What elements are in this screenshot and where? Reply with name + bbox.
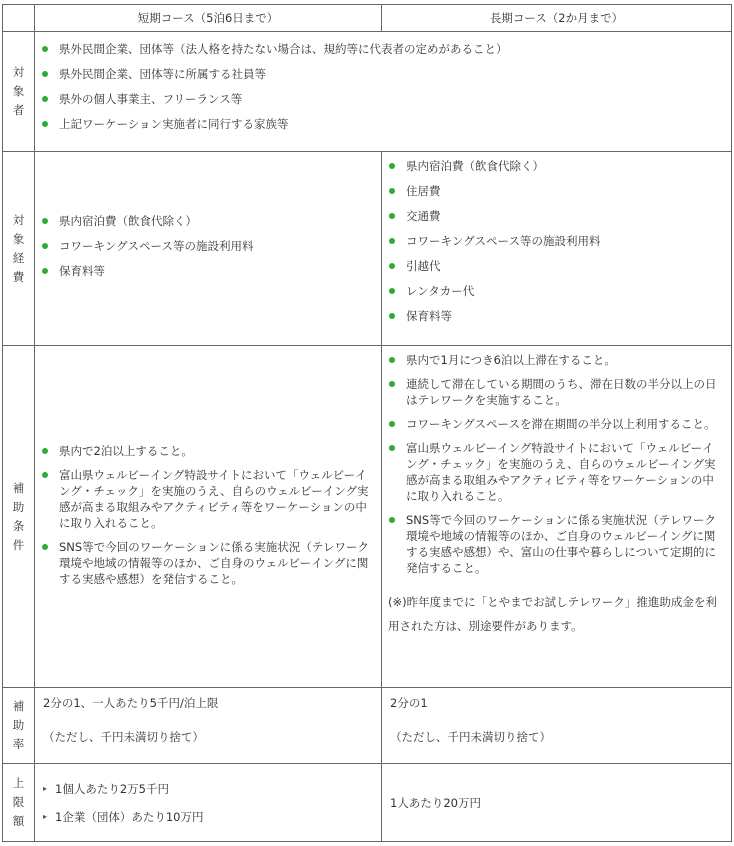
list-item: コワーキングスペース等の施設利用料: [388, 233, 725, 249]
list-item: 県外民間企業、団体等（法人格を持たない場合は、規約等に代表者の定めがあること）: [41, 41, 725, 57]
green-dot-icon: [389, 517, 395, 523]
green-dot-icon: [42, 472, 48, 478]
list-item: 県内で1月につき6泊以上滞在すること。: [388, 352, 725, 368]
green-dot-icon: [42, 268, 48, 274]
conditions-short-list: [35, 435, 381, 599]
list-item: 住居費: [388, 183, 725, 199]
limit-short-list: [35, 771, 381, 835]
row-label-text: 対象者: [12, 65, 25, 117]
expenses-short-cell: [35, 152, 382, 346]
rate-long-main: 2分の1: [390, 696, 428, 710]
limit-short-cell: [35, 764, 382, 842]
rate-short-text: [35, 688, 381, 752]
list-item: SNS等で今回のワーケーションに係る実施状況（テレワーク環境や地域の情報等のほか、ご自身のウェルビーイングに関する実感や感想）や、富山の仕事や暮らしについて定期的に発信すること。: [388, 512, 725, 576]
list-item: 県内で2泊以上すること。: [41, 443, 375, 459]
limit-long-text: 1人あたり20万円: [390, 795, 481, 810]
expenses-short-list: [35, 205, 381, 292]
green-dot-icon: [42, 46, 48, 52]
conditions-short-cell: [35, 346, 382, 688]
row-label-rate: [3, 688, 35, 764]
green-dot-icon: [42, 243, 48, 249]
rate-short-main: 2分の1、一人あたり5千円/泊上限: [43, 696, 219, 710]
list-item: 上記ワーケーション実施者に同行する家族等: [41, 116, 725, 132]
green-dot-icon: [42, 71, 48, 77]
green-dot-icon: [389, 445, 395, 451]
green-dot-icon: [389, 288, 395, 294]
list-item: コワーキングスペース等の施設利用料: [41, 238, 375, 254]
list-item: 県内宿泊費（飲食代除く）: [41, 213, 375, 229]
expenses-row: [3, 152, 732, 346]
row-label-target: [3, 32, 35, 152]
list-item: ▸ 1企業（団体）あたり10万円: [43, 809, 204, 824]
green-dot-icon: [42, 121, 48, 127]
list-item: 県内宿泊費（飲食代除く）: [388, 158, 725, 174]
limit-row: [3, 764, 732, 842]
limit-long-cell: [382, 764, 732, 842]
list-item: レンタカー代: [388, 283, 725, 299]
long-course-header: 長期コース（2か月まで）: [382, 5, 732, 32]
green-dot-icon: [389, 313, 395, 319]
header-row: [3, 5, 732, 32]
row-label-text: 上限額: [12, 776, 25, 828]
corner-cell: [3, 5, 35, 32]
row-label-conditions: [3, 346, 35, 688]
green-dot-icon: [42, 218, 48, 224]
rate-long-sub: （ただし、千円未満切り捨て）: [390, 730, 551, 744]
green-dot-icon: [42, 96, 48, 102]
row-label-text: 対象経費: [12, 212, 25, 284]
rate-short-sub: （ただし、千円未満切り捨て）: [43, 730, 204, 744]
green-dot-icon: [389, 238, 395, 244]
subsidy-table: [2, 4, 732, 842]
list-item: SNS等で今回のワーケーションに係る実施状況（テレワーク環境や地域の情報等のほか、ご自身のウェルビーイングに関する実感や感想）を発信すること。: [41, 539, 375, 587]
list-item: コワーキングスペースを滞在期間の半分以上利用すること。: [388, 416, 725, 432]
conditions-long-cell: [382, 346, 732, 688]
row-label-limit: [3, 764, 35, 842]
expenses-long-list: [382, 152, 731, 337]
list-item: 引越代: [388, 258, 725, 274]
list-item: 連続して滞在している期間のうち、滞在日数の半分以上の日はテレワークを実施すること。: [388, 376, 725, 408]
green-dot-icon: [42, 544, 48, 550]
green-dot-icon: [389, 163, 395, 169]
list-item: 富山県ウェルビーイング特設サイトにおいて「ウェルビーイング・チェック」を実施のうえ、自らのウェルビーイング実感が高まる取組みやアクティビティ等をワーケーションの中に取り入れること。: [388, 440, 725, 504]
triangle-right-icon: ▸: [43, 783, 48, 793]
row-label-text: 補助率: [12, 699, 25, 751]
green-dot-icon: [389, 188, 395, 194]
green-dot-icon: [389, 357, 395, 363]
green-dot-icon: [42, 448, 48, 454]
triangle-right-icon: ▸: [43, 811, 48, 821]
list-item: ▸ 1個人あたり2万5千円: [43, 781, 169, 796]
expenses-long-cell: [382, 152, 732, 346]
rate-row: [3, 688, 732, 764]
conditions-row: [3, 346, 732, 688]
list-item: 交通費: [388, 208, 725, 224]
green-dot-icon: [389, 213, 395, 219]
row-label-expenses: [3, 152, 35, 346]
list-item: 県外の個人事業主、フリーランス等: [41, 91, 725, 107]
conditions-long-list: [382, 346, 731, 588]
list-item: 保育料等: [388, 308, 725, 324]
rate-long-cell: [382, 688, 732, 764]
rate-short-cell: [35, 688, 382, 764]
long-course-note: (※)昨年度までに「とやまでお試しテレワーク」推進助成金を利用された方は、別途要件があります。: [388, 595, 717, 633]
green-dot-icon: [389, 421, 395, 427]
short-course-header: 短期コース（5泊6日まで）: [35, 5, 382, 32]
green-dot-icon: [389, 263, 395, 269]
list-item: 富山県ウェルビーイング特設サイトにおいて「ウェルビーイング・チェック」を実施のうえ、自らのウェルビーイング実感が高まる取組みやアクティビティ等をワーケーションの中に取り入れること。: [41, 467, 375, 531]
list-item: 保育料等: [41, 263, 375, 279]
green-dot-icon: [389, 381, 395, 387]
rate-long-text: [382, 688, 731, 752]
target-list: [35, 32, 731, 145]
row-label-text: 補助条件: [12, 480, 25, 552]
target-row: [3, 32, 732, 152]
list-item: 県外民間企業、団体等に所属する社員等: [41, 66, 725, 82]
target-cell: [35, 32, 732, 152]
